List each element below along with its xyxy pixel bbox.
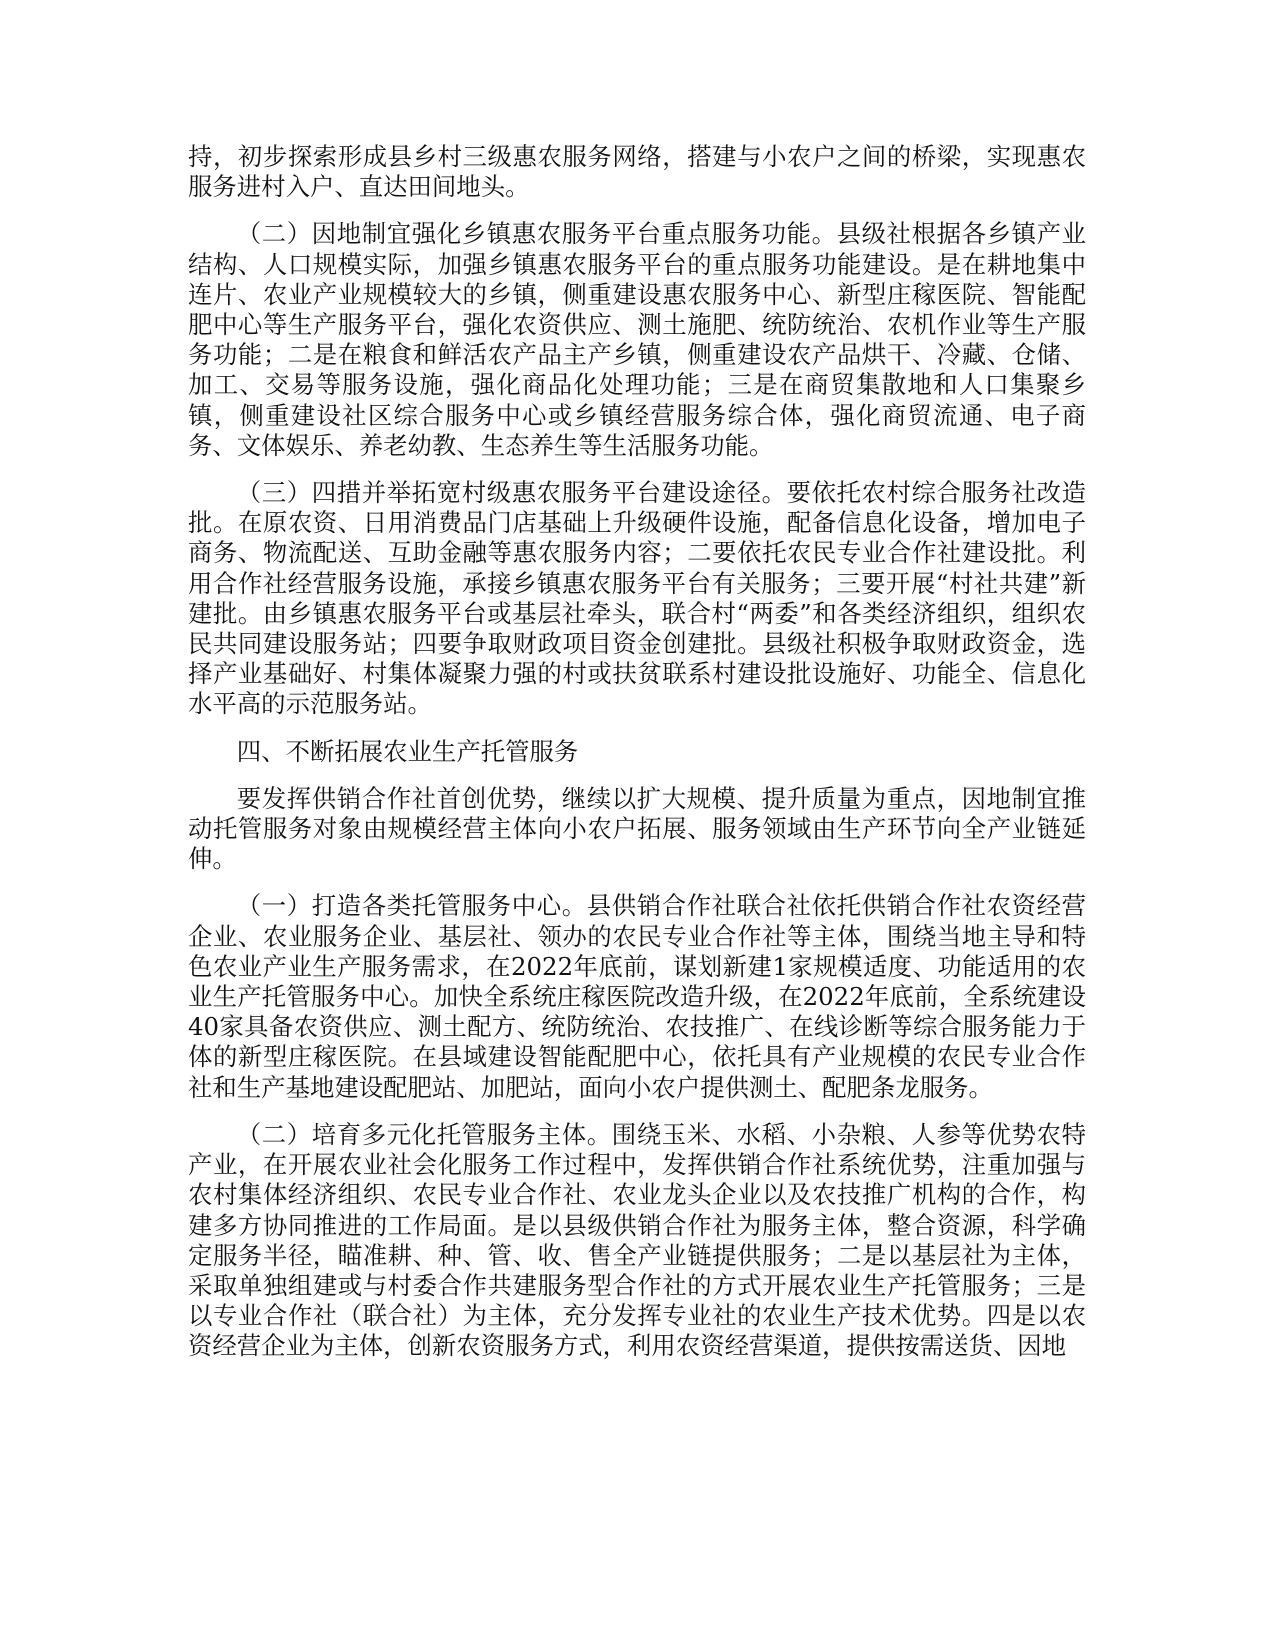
paragraph-section-intro: 要发挥供销合作社首创优势，继续以扩大规模、提升质量为重点，因地制宜推动托管服务对象由规模经营主体向小农户拓展、服务领域由生产环节向全产业链延伸。 xyxy=(188,783,1086,874)
paragraph-service-centers: （一）打造各类托管服务中心。县供销合作社联合社依托供销合作社农资经营企业、农业服务企业、基层社、领办的农民专业合作社等主体，围绕当地主导和特色农业产业生产服务需求，在2022年底前，谋划新建1家规模适度、功能适用的农业生产托管服务中心。加快全系统庄稼医院改造升级，在2022年底前，全系统建设40家具备农资供应、测土配方、统防统治、农技推广、在线诊断等综合服务能力于体的新型庄稼医院。在县域建设智能配肥中心，依托具有产业规模的农民专业合作社和生产基地建设配肥站、加肥站，面向小农户提供测土、配肥条龙服务。 xyxy=(188,891,1086,1102)
section-heading-four: 四、不断拓展农业生产托管服务 xyxy=(236,736,579,766)
paragraph-village-platform: （三）四措并举拓宽村级惠农服务平台建设途径。要依托农村综合服务社改造批。在原农资、日用消费品门店基础上升级硬件设施，配备信息化设备，增加电子商务、物流配送、互助金融等惠农服务内容；二要依托农民专业合作社建设批。利用合作社经营服务设施，承接乡镇惠农服务平台有关服务；三要开展“村社共建”新建批。由乡镇惠农服务平台或基层社牵头，联合村“两委”和各类经济组织，组织农民共同建设服务站；四要争取财政项目资金创建批。县级社积极争取财政资金，选择产业基础好、村集体凝聚力强的村或扶贫联系村建设批设施好、功能全、信息化水平高的示范服务站。 xyxy=(188,478,1086,719)
document-body xyxy=(188,142,1086,1379)
paragraph-continuation: 持，初步探索形成县乡村三级惠农服务网络，搭建与小农户之间的桥梁，实现惠农服务进村入户、直达田间地头。 xyxy=(188,142,1086,202)
paragraph-township-platform: （二）因地制宜强化乡镇惠农服务平台重点服务功能。县级社根据各乡镇产业结构、人口规模实际，加强乡镇惠农服务平台的重点服务功能建设。是在耕地集中连片、农业产业规模较大的乡镇，侧重建设惠农服务中心、新型庄稼医院、智能配肥中心等生产服务平台，强化农资供应、测土施肥、统防统治、农机作业等生产服务功能；二是在粮食和鲜活农产品主产乡镇，侧重建设农产品烘干、冷藏、仓储、加工、交易等服务设施，强化商品化处理功能；三是在商贸集散地和人口集聚乡镇，侧重建设社区综合服务中心或乡镇经营服务综合体，强化商贸流通、电子商务、文体娱乐、养老幼教、生态养生等生活服务功能。 xyxy=(188,219,1086,460)
paragraph-service-entities: （二）培育多元化托管服务主体。围绕玉米、水稻、小杂粮、人参等优势农特产业，在开展农业社会化服务工作过程中，发挥供销合作社系统优势，注重加强与农村集体经济组织、农民专业合作社、农业龙头企业以及农技推广机构的合作，构建多方协同推进的工作局面。是以县级供销合作社为服务主体，整合资源，科学确定服务半径，瞄准耕、种、管、收、售全产业链提供服务；二是以基层社为主体，采取单独组建或与村委合作共建服务型合作社的方式开展农业生产托管服务；三是以专业合作社（联合社）为主体，充分发挥专业社的农业生产技术优势。四是以农资经营企业为主体，创新农资服务方式，利用农资经营渠道，提供按需送货、因地 xyxy=(188,1119,1086,1361)
